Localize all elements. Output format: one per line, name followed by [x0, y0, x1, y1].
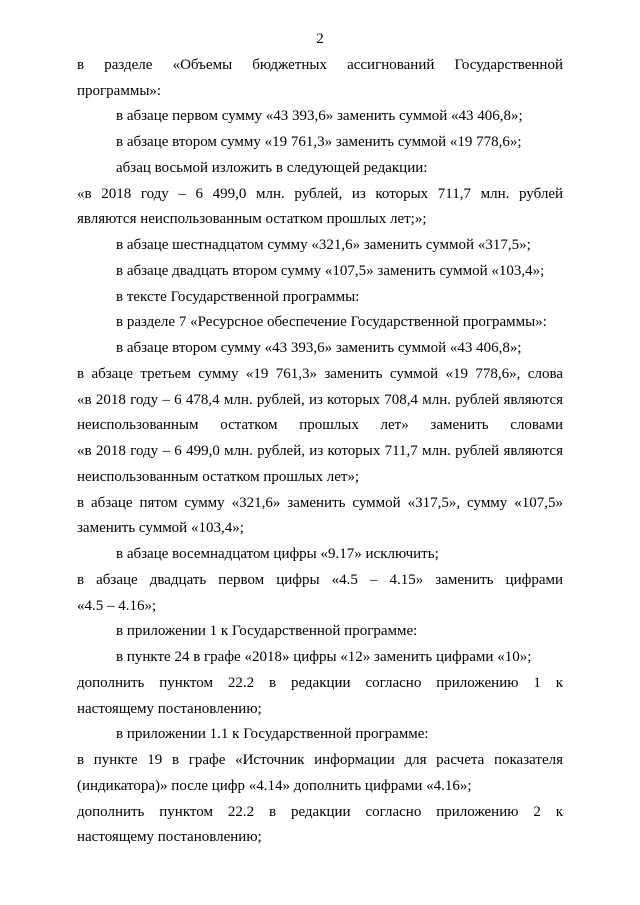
text-line: настоящему постановлению;: [77, 701, 262, 717]
text-line: в приложении 1 к Государственной программе:: [116, 623, 418, 639]
text-line: в разделе «Объемы бюджетных ассигнований Государственной: [77, 57, 563, 73]
text-line: в пункте 24 в графе «2018» цифры «12» заменить цифрами «10»;: [116, 649, 532, 665]
text-line: дополнить пунктом 22.2 в редакции согласно приложению 1 к: [77, 675, 563, 691]
text-line: заменить суммой «103,4»;: [77, 520, 244, 536]
text-line: «4.5 – 4.16»;: [77, 598, 157, 614]
text-line: «в 2018 году – 6 478,4 млн. рублей, из которых 708,4 млн. рублей являются: [77, 392, 563, 408]
text-line: в пункте 19 в графе «Источник информации для расчета показателя: [77, 752, 563, 768]
text-line: в абзаце двадцать первом цифры «4.5 – 4.15» заменить цифрами: [77, 572, 563, 588]
text-line: в абзаце третьем сумму «19 761,3» заменить суммой «19 778,6», слова: [77, 366, 563, 382]
text-line: дополнить пунктом 22.2 в редакции согласно приложению 2 к: [77, 804, 563, 820]
text-line: неиспользованным остатком прошлых лет» заменить словами: [77, 417, 563, 433]
text-line: «в 2018 году – 6 499,0 млн. рублей, из которых 711,7 млн. рублей являются: [77, 443, 563, 459]
text-line: в абзаце первом сумму «43 393,6» заменить суммой «43 406,8»;: [116, 108, 523, 124]
text-line: в приложении 1.1 к Государственной программе:: [116, 726, 429, 742]
text-line: программы»:: [77, 83, 162, 99]
text-line: настоящему постановлению;: [77, 829, 262, 845]
text-line: в разделе 7 «Ресурсное обеспечение Государственной программы»:: [116, 314, 547, 330]
text-line: в абзаце втором сумму «19 761,3» заменить суммой «19 778,6»;: [116, 134, 522, 150]
text-line: неиспользованным остатком прошлых лет»;: [77, 469, 360, 485]
text-line: являются неиспользованным остатком прошлых лет;»;: [77, 211, 427, 227]
text-line: в абзаце пятом сумму «321,6» заменить суммой «317,5», сумму «107,5»: [77, 495, 563, 511]
text-line: в абзаце шестнадцатом сумму «321,6» заменить суммой «317,5»;: [116, 237, 531, 253]
text-line: (индикатора)» после цифр «4.14» дополнить цифрами «4.16»;: [77, 778, 472, 794]
text-line: в тексте Государственной программы:: [116, 289, 360, 305]
text-line: абзац восьмой изложить в следующей редакции:: [116, 160, 428, 176]
text-line: в абзаце двадцать втором сумму «107,5» заменить суммой «103,4»;: [116, 263, 545, 279]
text-line: в абзаце втором сумму «43 393,6» заменить суммой «43 406,8»;: [116, 340, 522, 356]
page-number: 2: [316, 31, 324, 47]
text-line: «в 2018 году – 6 499,0 млн. рублей, из которых 711,7 млн. рублей: [77, 186, 563, 202]
text-line: в абзаце восемнадцатом цифры «9.17» исключить;: [116, 546, 439, 562]
